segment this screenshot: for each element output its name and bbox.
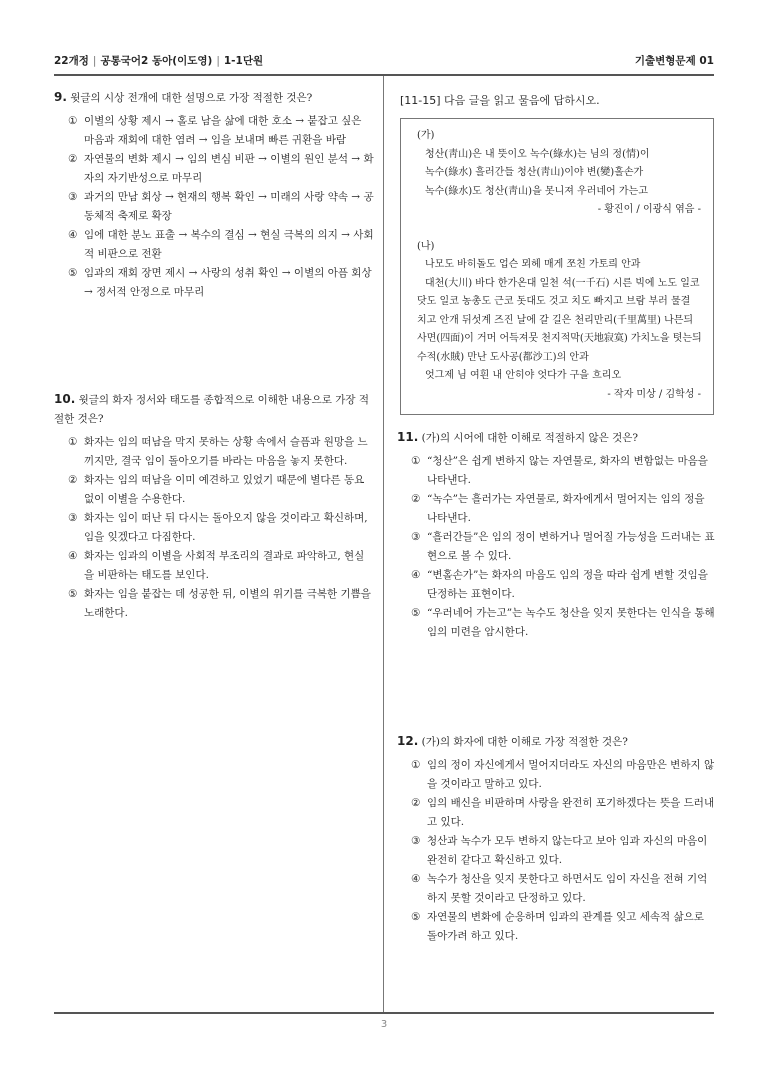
header-left — [54, 53, 263, 68]
passage-instruction: [11-15] 다음 글을 읽고 물음에 답하시오. — [400, 94, 600, 107]
page-number: 3 — [380, 1019, 388, 1030]
option-mark: ④ — [68, 550, 78, 562]
option-text: 과거의 만남 회상 → 현재의 행복 확인 → 미래의 사랑 약속 → 공동체적 축제로 확장 — [84, 191, 374, 222]
option-3[interactable] — [411, 528, 715, 566]
passage-source-na: - 작자 미상 / 김학성 - — [607, 388, 701, 400]
question-stem — [397, 732, 715, 752]
header-curriculum: 22개정 — [54, 55, 89, 67]
option-mark: ⑤ — [411, 607, 421, 619]
option-mark: ② — [411, 797, 421, 809]
header-separator: | — [92, 55, 97, 67]
option-4[interactable] — [411, 870, 715, 908]
option-2[interactable] — [68, 471, 374, 509]
option-mark: ④ — [411, 569, 421, 581]
question-number: 12. — [397, 734, 419, 748]
option-mark: ② — [411, 493, 421, 505]
column-divider — [383, 76, 384, 1012]
passage-line: 사면(四面)이 거머 어득져뭇 천지적막(天地寂寞) 가치노을 텻는듸 — [417, 333, 702, 344]
question-11 — [397, 428, 715, 642]
option-4[interactable] — [411, 566, 715, 604]
header-textbook: 공통국어2 동아(이도영) — [100, 55, 213, 67]
option-4[interactable] — [68, 226, 374, 264]
option-text: 청산과 녹수가 모두 변하지 않는다고 보아 임과 자신의 마음이 완전히 같다고 확신하고 있다. — [427, 835, 708, 866]
question-text: 윗글의 시상 전개에 대한 설명으로 가장 적절한 것은? — [70, 92, 313, 104]
option-mark: ⑤ — [68, 588, 78, 600]
question-number: 9. — [54, 90, 67, 104]
header-rule — [54, 74, 714, 76]
option-mark: ④ — [411, 873, 421, 885]
question-stem — [54, 390, 374, 429]
option-1[interactable] — [68, 433, 374, 471]
option-text: 화자는 임의 떠남을 이미 예견하고 있었기 때문에 별다른 동요 없이 이별을 수용한다. — [84, 474, 365, 505]
option-text: “변홀손가”는 화자의 마음도 임의 정을 따라 쉽게 변할 것임을 단정하는 표현이다. — [427, 569, 708, 600]
passage-line: 청산(靑山)은 내 뜻이오 녹수(綠水)는 님의 정(情)이 — [425, 148, 650, 160]
option-5[interactable] — [68, 585, 374, 623]
option-5[interactable] — [411, 604, 715, 642]
option-mark: ③ — [68, 512, 78, 524]
passage-line: 녹수(綠水)도 청산(靑山)을 못니져 우러네어 가는고 — [425, 185, 648, 197]
header-unit: 1-1단원 — [223, 55, 264, 67]
option-1[interactable] — [411, 756, 715, 794]
header-title: 기출변형문제 01 — [634, 55, 714, 67]
passage-source-ga: - 황진이 / 이광식 엮음 - — [597, 204, 701, 215]
option-mark: ⑤ — [68, 267, 78, 279]
option-5[interactable] — [411, 908, 715, 946]
option-text: “우러네어 가는고”는 녹수도 청산을 잊지 못한다는 인식을 통해 임의 미련을 암시한다. — [427, 607, 715, 638]
option-text: 화자는 임의 떠남을 막지 못하는 상황 속에서 슬픔과 원망을 느끼지만, 결국 임이 돌아오기를 바라는 마음을 놓지 못한다. — [84, 436, 368, 467]
option-1[interactable] — [68, 112, 374, 150]
question-9 — [54, 88, 374, 302]
header-separator: | — [216, 55, 220, 67]
option-mark: ④ — [68, 229, 78, 241]
option-mark: ③ — [411, 531, 421, 543]
option-text: “녹수”는 흘러가는 자연물로, 화자에게서 멀어지는 임의 정을 나타낸다. — [427, 493, 705, 524]
footer-rule — [54, 1012, 714, 1014]
question-10 — [54, 390, 374, 623]
option-2[interactable] — [411, 794, 715, 832]
option-text: 이별의 상황 제시 → 홀로 남을 삶에 대한 호소 → 붙잡고 싶은 마음과 재회에 대한 염려 → 임을 보내며 빠른 귀환을 바람 — [84, 115, 362, 146]
option-text: 임과의 재회 장면 제시 → 사랑의 성취 확인 → 이별의 아픔 회상 → 정서적 안정으로 마무리 — [84, 267, 372, 298]
option-text: “청산”은 쉽게 변하지 않는 자연물로, 화자의 변함없는 마음을 나타낸다. — [427, 455, 708, 486]
page-header — [54, 50, 714, 72]
passage-line: 녹수(綠水) 흘러간들 청산(靑山)이야 변(變)홀손가 — [425, 167, 644, 178]
passage-label-na: (나) — [417, 240, 435, 252]
option-mark: ③ — [411, 835, 421, 847]
passage-line: 치고 안개 뒤섯계 즈진 날에 갈 길은 천리만리(千里萬里) 나믄듸 — [417, 314, 694, 326]
passage-line: 엇그제 님 여흰 내 안히야 엇다가 구을 흐리오 — [425, 370, 622, 381]
question-text: 윗글의 화자 정서와 태도를 종합적으로 이해한 내용으로 가장 적절한 것은? — [54, 394, 370, 425]
option-text: 녹수가 청산을 잊지 못한다고 하면서도 임이 자신을 전혀 기억하지 못할 것이라고 단정하고 있다. — [427, 873, 708, 904]
option-text: 임에 대한 분노 표출 → 복수의 결심 → 현실 극복의 의지 → 사회적 비판으로 전환 — [84, 229, 374, 260]
option-mark: ① — [411, 455, 421, 467]
option-5[interactable] — [68, 264, 374, 302]
option-text: 화자는 임을 붙잡는 데 성공한 뒤, 이별의 위기를 극복한 기쁨을 노래한다. — [84, 588, 371, 619]
question-text: (가)의 시어에 대한 이해로 적절하지 않은 것은? — [421, 432, 639, 444]
option-3[interactable] — [68, 188, 374, 226]
option-text: 자연물의 변화에 순응하며 임과의 관계를 잊고 세속적 삶으로 돌아가려 하고 있다. — [427, 911, 704, 942]
option-4[interactable] — [68, 547, 374, 585]
option-mark: ① — [411, 759, 421, 771]
option-2[interactable] — [411, 490, 715, 528]
option-text: 임의 배신을 비판하며 사랑을 완전히 포기하겠다는 뜻을 드러내고 있다. — [427, 797, 715, 828]
question-number: 11. — [397, 430, 419, 444]
passage-box — [400, 118, 714, 415]
option-1[interactable] — [411, 452, 715, 490]
question-stem — [54, 88, 374, 108]
option-mark: ② — [68, 153, 78, 165]
option-text: 화자는 임과의 이별을 사회적 부조리의 결과로 파악하고, 현실을 비판하는 태도를 보인다. — [84, 550, 365, 581]
question-text: (가)의 화자에 대한 이해로 가장 적절한 것은? — [421, 736, 628, 748]
option-text: 자연물의 변화 제시 → 임의 변심 비판 → 이별의 원인 분석 → 화자의 자기반성으로 마무리 — [84, 153, 374, 184]
passage-line: 닷도 일코 농총도 근코 돗대도 것고 치도 빠지고 브람 부러 물결 — [417, 296, 691, 307]
option-text: “흘러간들”은 임의 정이 변하거나 멀어질 가능성을 드러내는 표현으로 볼 수 있다. — [427, 531, 715, 562]
option-mark: ① — [68, 115, 78, 127]
option-text: 화자는 임이 떠난 뒤 다시는 돌아오지 않을 것이라고 확신하며, 임을 잊겠다고 다짐한다. — [84, 512, 368, 543]
passage-line: 수적(水賊) 만난 도사공(都沙工)의 안과 — [417, 351, 589, 363]
option-text: 임의 정이 자신에게서 멀어지더라도 자신의 마음만은 변하지 않을 것이라고 말하고 있다. — [427, 759, 715, 790]
option-2[interactable] — [68, 150, 374, 188]
option-3[interactable] — [411, 832, 715, 870]
passage-label-ga: (가) — [417, 130, 435, 141]
option-mark: ⑤ — [411, 911, 421, 923]
option-mark: ② — [68, 474, 78, 486]
option-mark: ① — [68, 436, 78, 448]
option-3[interactable] — [68, 509, 374, 547]
passage-line: 나모도 바히돌도 업슨 뫼헤 매게 쪼친 가토릐 안과 — [425, 259, 641, 270]
question-stem — [397, 428, 715, 448]
question-12 — [397, 732, 715, 946]
passage-line: 대천(大川) 바다 한가온대 일천 석(一千石) 시른 빅에 노도 일코 — [425, 277, 700, 289]
question-number: 10. — [54, 392, 76, 406]
option-mark: ③ — [68, 191, 78, 203]
